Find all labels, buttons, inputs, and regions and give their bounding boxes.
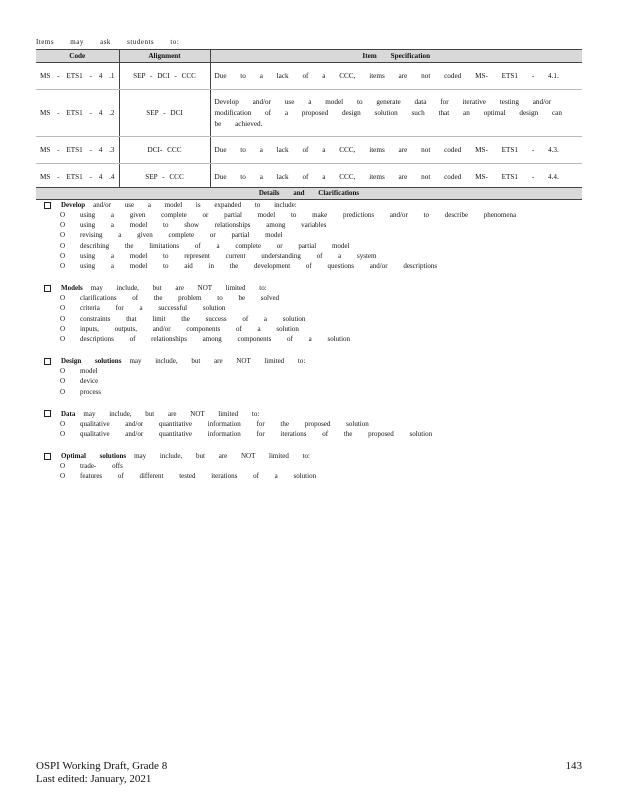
bullet-icon: O xyxy=(60,231,66,240)
bullet-icon: O xyxy=(60,262,66,271)
checkbox-square-icon xyxy=(44,202,51,209)
table-header-row xyxy=(36,50,582,63)
section-heading xyxy=(44,356,574,366)
table-row xyxy=(36,63,582,90)
list-item xyxy=(60,386,574,396)
list-item xyxy=(60,324,574,334)
list-item-text: qualitative and/or quantitative information for iterations of the proposed solution xyxy=(80,429,433,438)
list-item xyxy=(60,419,574,429)
detail-section xyxy=(44,356,574,397)
detail-section xyxy=(44,283,574,344)
list-item xyxy=(60,471,574,481)
bullet-icon: O xyxy=(60,419,66,428)
bullet-icon: O xyxy=(60,211,66,220)
list-item xyxy=(60,230,574,240)
section-term: Develop xyxy=(61,201,86,209)
section-heading xyxy=(44,451,574,461)
list-item-text: inputs, outputs, and/or components of a solution xyxy=(80,324,299,333)
header-alignment: Alignment xyxy=(119,50,210,63)
section-lead: may include, but are NOT limited to: xyxy=(90,284,267,293)
cell-spec: Due to a lack of a CCC, items are not coded MS- ETS1 - 4.1. xyxy=(210,63,582,90)
list-item-text: model xyxy=(80,367,98,376)
list-item xyxy=(60,314,574,324)
footer xyxy=(36,760,167,786)
list-item-text: criteria for a successful solution xyxy=(80,304,226,313)
bullet-icon: O xyxy=(60,314,66,323)
cell-code: MS - ETS1 - 4 .4 xyxy=(36,164,119,191)
section-term: Optimal solutions xyxy=(61,452,127,460)
cell-spec: Due to a lack of a CCC, items are not coded MS- ETS1 - 4.3. xyxy=(210,137,582,164)
list-item-text: revising a given complete or partial model xyxy=(80,231,283,240)
list-item-text: describing the limitations of a complete or partial model xyxy=(80,241,350,250)
cell-spec: Due to a lack of a CCC, items are not coded MS- ETS1 - 4.4. xyxy=(210,164,582,191)
list-item xyxy=(60,220,574,230)
checkbox-square-icon xyxy=(44,358,51,365)
bullet-icon: O xyxy=(60,324,66,333)
header-item-specification: Item Specification xyxy=(210,50,582,63)
list-item xyxy=(60,366,574,376)
bullet-icon: O xyxy=(60,367,66,376)
list-item xyxy=(60,251,574,261)
page-number: 143 xyxy=(565,760,582,772)
section-term: Design solutions xyxy=(61,357,122,366)
section-lead: may include, but are NOT limited to: xyxy=(83,409,260,418)
list-item-text: device xyxy=(80,377,99,386)
detail-section xyxy=(44,409,574,439)
cell-code: MS - ETS1 - 4 .3 xyxy=(36,137,119,164)
cell-code: MS - ETS1 - 4 .1 xyxy=(36,63,119,90)
checkbox-square-icon xyxy=(44,410,51,417)
list-item-text: using a given complete or partial model to make predictions and/or to describe phenomena xyxy=(80,211,517,220)
cell-spec: Develop and/or use a model to generate data for iterative testing and/or modification of a proposed design solution such that an optimal design can be achieved. xyxy=(210,90,582,137)
table-row xyxy=(36,90,582,137)
list-item-text: trade- offs xyxy=(80,462,123,471)
bullet-icon: O xyxy=(60,304,66,313)
list-item-text: qualitative and/or quantitative information for the proposed solution xyxy=(80,419,369,428)
header-code: Code xyxy=(36,50,119,63)
section-term: Data xyxy=(61,409,76,418)
details-list xyxy=(44,200,574,493)
bullet-icon: O xyxy=(60,334,66,343)
list-item-text: using a model to show relationships among variables xyxy=(80,221,327,230)
footer-draft-label: OSPI Working Draft, Grade 8 xyxy=(36,760,168,772)
checkbox-square-icon xyxy=(44,453,51,460)
bullet-icon: O xyxy=(60,251,66,260)
bullet-icon: O xyxy=(60,429,66,438)
bullet-icon: O xyxy=(60,294,66,303)
checkbox-square-icon xyxy=(44,285,51,292)
bullet-icon: O xyxy=(60,462,66,471)
list-item xyxy=(60,461,574,471)
cell-alignment: SEP - DCI - CCC xyxy=(119,63,210,90)
intro-text: Items may ask students to: xyxy=(36,38,180,46)
list-item-text: descriptions of relationships among components of a solution xyxy=(80,334,351,343)
section-term: Models xyxy=(61,284,83,293)
section-heading xyxy=(44,409,574,419)
list-item xyxy=(60,376,574,386)
bullet-icon: O xyxy=(60,472,66,481)
cell-alignment: SEP - DCI xyxy=(119,90,210,137)
list-item-text: constraints that limit the success of a solution xyxy=(80,314,306,323)
list-item xyxy=(60,303,574,313)
list-item-text: clarifications of the problem to be solved xyxy=(80,294,280,303)
section-lead: may include, but are NOT limited to: xyxy=(134,452,310,460)
list-item-text: using a model to represent current understanding of a system xyxy=(80,251,377,260)
list-item xyxy=(60,241,574,251)
list-item-text: features of different tested iterations of a solution xyxy=(80,472,317,481)
list-item xyxy=(60,261,574,271)
section-heading xyxy=(44,200,574,210)
list-item xyxy=(60,429,574,439)
item-spec-table xyxy=(36,49,582,191)
list-item xyxy=(60,334,574,344)
detail-section xyxy=(44,200,574,271)
table-row xyxy=(36,137,582,164)
footer-edited-date: Last edited: January, 2021 xyxy=(36,773,152,785)
section-lead: and/or use a model is expanded to include: xyxy=(93,201,297,209)
cell-alignment: SEP - CCC xyxy=(119,164,210,191)
list-item-text: process xyxy=(80,387,101,396)
cell-alignment: DCI- CCC xyxy=(119,137,210,164)
bullet-icon: O xyxy=(60,221,66,230)
detail-section xyxy=(44,451,574,481)
cell-code: MS - ETS1 - 4 .2 xyxy=(36,90,119,137)
list-item xyxy=(60,210,574,220)
details-header: Details and Clarifications xyxy=(36,187,582,200)
bullet-icon: O xyxy=(60,241,66,250)
section-heading xyxy=(44,283,574,293)
bullet-icon: O xyxy=(60,377,66,386)
bullet-icon: O xyxy=(60,387,66,396)
list-item xyxy=(60,293,574,303)
list-item-text: using a model to aid in the development of questions and/or descriptions xyxy=(80,262,438,271)
section-lead: may include, but are NOT limited to: xyxy=(129,357,306,366)
